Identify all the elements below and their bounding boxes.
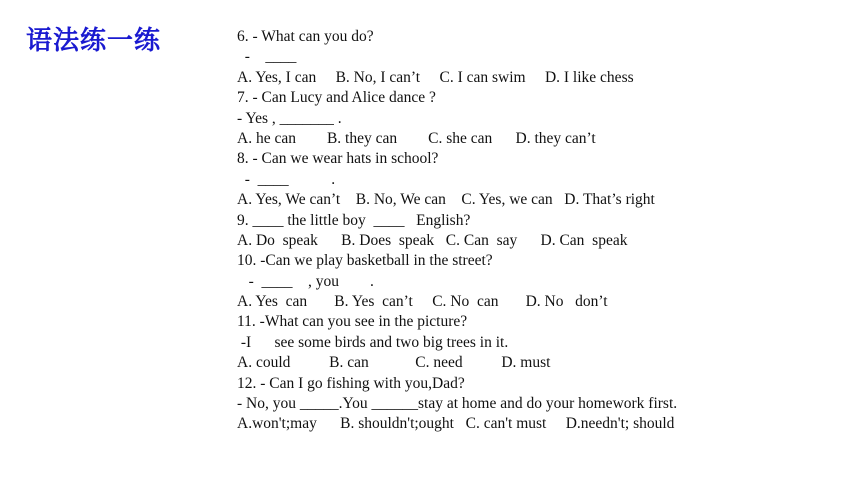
options-9: A. Do speak B. Does speak C. Can say D. Can speak — [237, 231, 628, 249]
answer-line-12: - No, you _____.You ______stay at home and do your homework first. — [237, 395, 678, 413]
options-12: A.won't;may B. shouldn't;ought C. can't must D.needn't; should — [237, 415, 675, 433]
answer-line-6: - ____ — [237, 48, 297, 66]
answer-line-11: -I see some birds and two big trees in it. — [237, 333, 509, 351]
question-9: 9. ____ the little boy ____ English? — [237, 211, 471, 229]
options-11: A. could B. can C. need D. must — [237, 354, 551, 372]
question-6: 6. - What can you do? — [237, 28, 374, 45]
answer-line-8: - ____ . — [237, 170, 336, 188]
page-title: 语法练一练 — [26, 26, 162, 56]
question-10: 10. -Can we play basketball in the street? — [237, 252, 493, 270]
exercise-list — [237, 27, 837, 435]
options-10: A. Yes can B. Yes can’t C. No can D. No don’t — [237, 293, 608, 311]
options-8: A. Yes, We can’t B. No, We can C. Yes, we can D. That’s right — [237, 191, 655, 209]
question-11: 11. -What can you see in the picture? — [237, 313, 468, 331]
answer-line-10: - ____ , you . — [237, 272, 374, 290]
answer-line-7: - Yes , _______ . — [237, 109, 342, 127]
question-7: 7. - Can Lucy and Alice dance ? — [237, 89, 436, 107]
options-7: A. he can B. they can C. she can D. they can’t — [237, 129, 596, 147]
question-12: 12. - Can I go fishing with you,Dad? — [237, 374, 465, 392]
question-8: 8. - Can we wear hats in school? — [237, 150, 439, 168]
options-6: A. Yes, I can B. No, I can’t C. I can swim D. I like chess — [237, 68, 634, 86]
